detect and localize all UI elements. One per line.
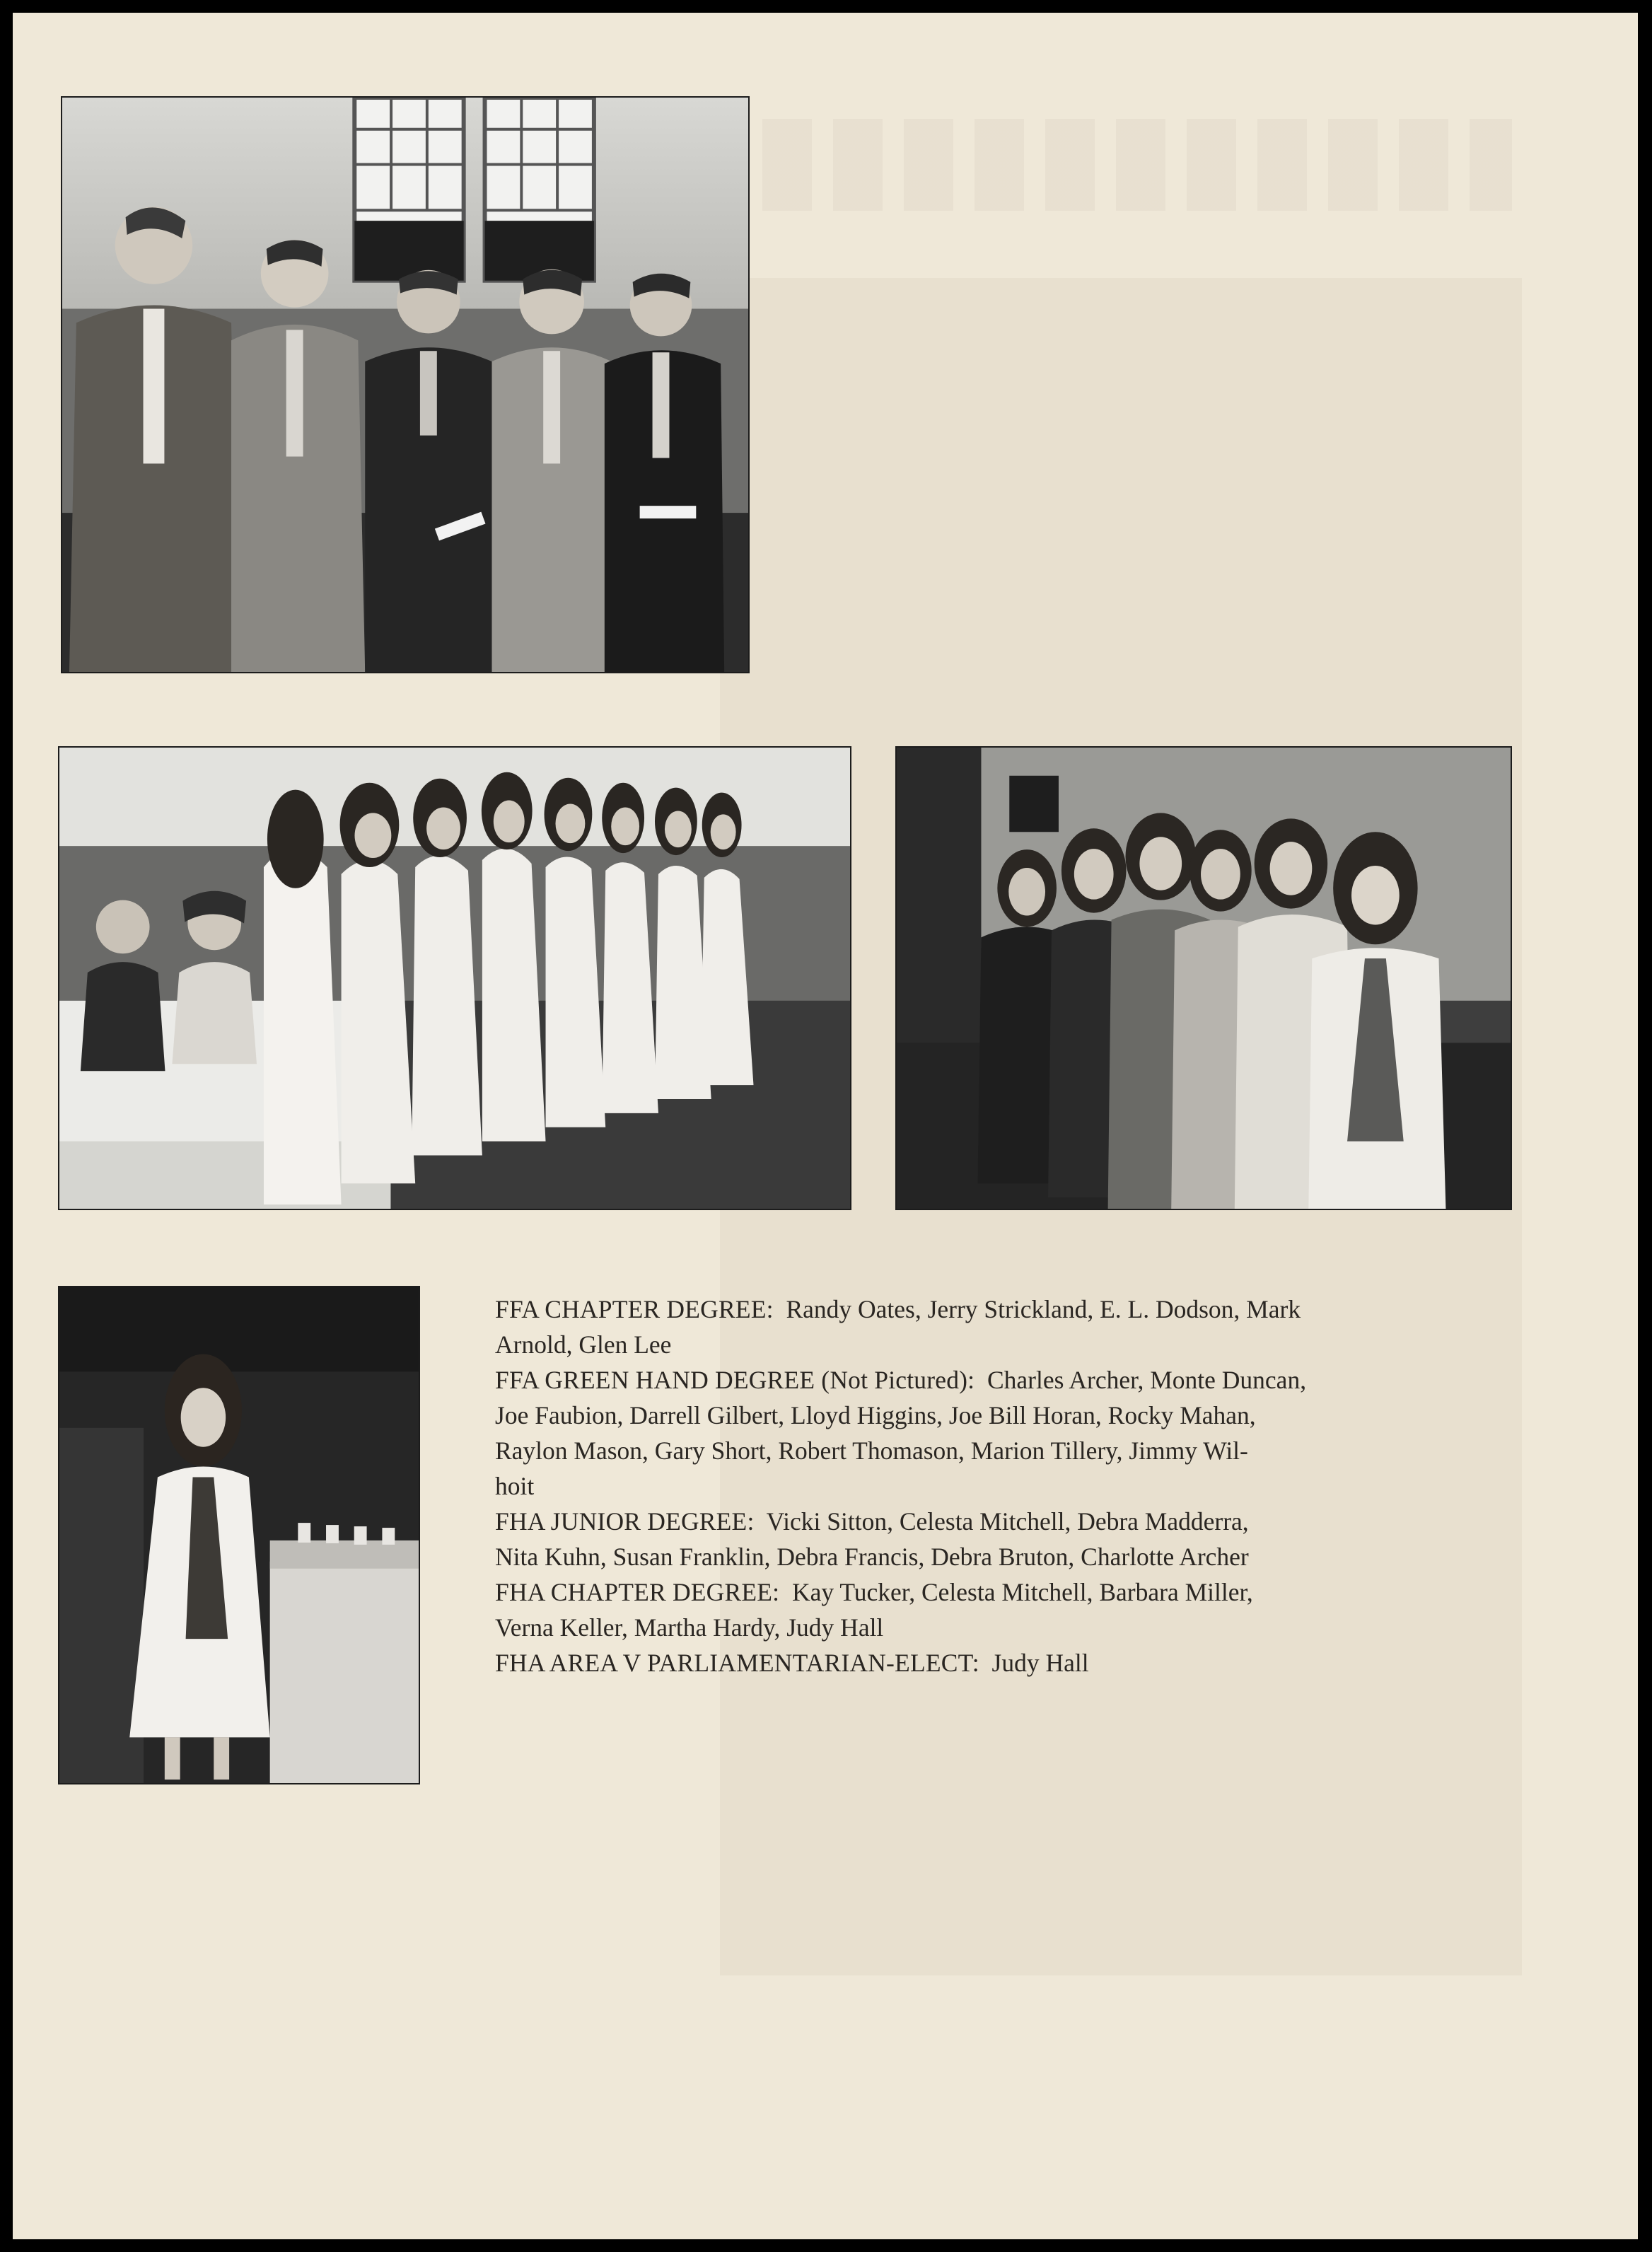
caption-heading: FFA GREEN HAND DEGREE (Not Pictured): [495,1366,975,1394]
caption-names: Charles Archer, Monte Duncan, [987,1366,1307,1394]
photo-fha-junior-degree [58,746,851,1210]
caption-ffa-green-hand-degree [495,1362,1485,1504]
caption-names: Raylon Mason, Gary Short, Robert Thomason, Marion Tillery, Jimmy Wil- [495,1436,1248,1465]
caption-heading: FHA AREA V PARLIAMENTARIAN-ELECT: [495,1649,979,1677]
yearbook-page [13,13,1638,2239]
caption-names: Judy Hall [991,1649,1089,1677]
caption-names: Nita Kuhn, Susan Franklin, Debra Francis, Debra Bruton, Charlotte Archer [495,1543,1249,1571]
caption-names: Vicki Sitton, Celesta Mitchell, Debra Madderra, [766,1507,1249,1536]
caption-heading: FFA CHAPTER DEGREE: [495,1295,774,1323]
caption-fha-parliamentarian [495,1645,1485,1681]
photo-caption [495,1292,1485,1681]
bleed-through-title [762,119,1512,211]
photo-fha-chapter-degree [895,746,1512,1210]
caption-fha-junior-degree [495,1504,1485,1574]
photo-ffa-chapter-degree [61,96,750,673]
caption-names: Arnold, Glen Lee [495,1330,672,1359]
caption-names: Joe Faubion, Darrell Gilbert, Lloyd Higgins, Joe Bill Horan, Rocky Mahan, [495,1401,1256,1429]
caption-heading: FHA JUNIOR DEGREE: [495,1507,755,1536]
caption-names: Randy Oates, Jerry Strickland, E. L. Dodson, Mark [786,1295,1301,1323]
caption-ffa-chapter-degree [495,1292,1485,1362]
photo-fha-parliamentarian [58,1286,420,1784]
caption-names: hoit [495,1472,535,1500]
caption-names: Verna Keller, Martha Hardy, Judy Hall [495,1613,884,1642]
caption-names: Kay Tucker, Celesta Mitchell, Barbara Miller, [791,1578,1253,1606]
caption-heading: FHA CHAPTER DEGREE: [495,1578,780,1606]
caption-fha-chapter-degree [495,1574,1485,1645]
